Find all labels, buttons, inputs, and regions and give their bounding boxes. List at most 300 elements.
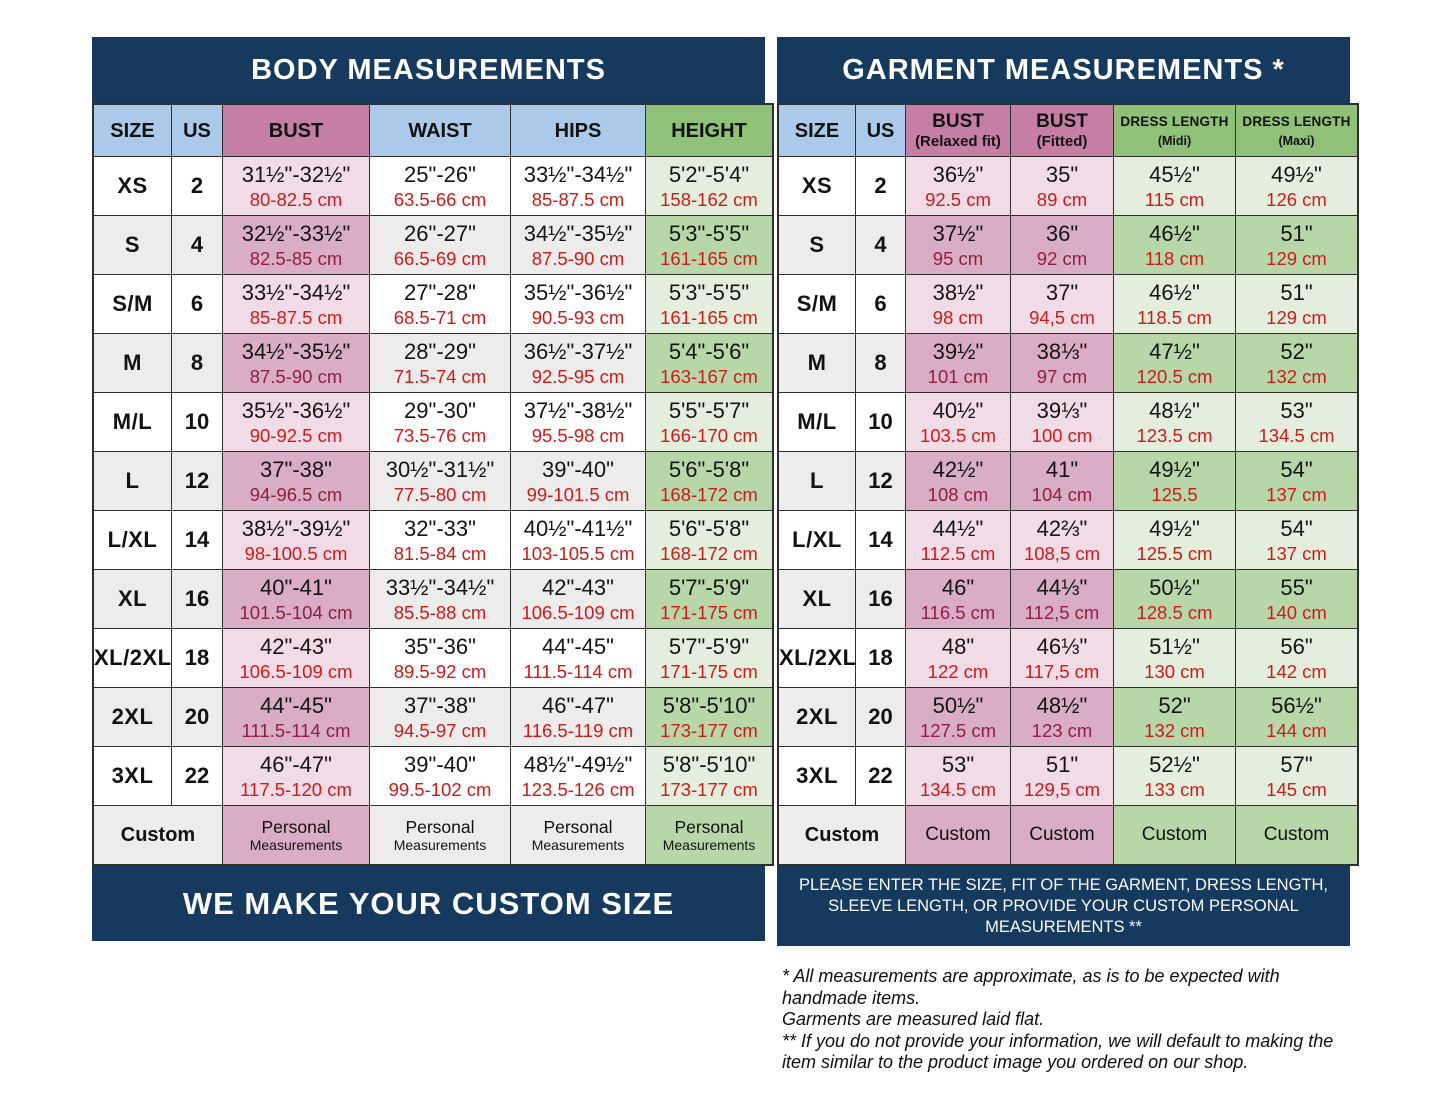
- inch-value: 33½"-34½": [241, 280, 351, 305]
- cm-value: 89 cm: [1036, 189, 1088, 210]
- inch-value: 27"-28": [404, 280, 476, 305]
- cm-value: 112.5 cm: [920, 543, 996, 564]
- cm-value: 129,5 cm: [1023, 779, 1101, 800]
- measurement-cell: [223, 747, 370, 806]
- inch-value: 44⅓": [1036, 575, 1088, 600]
- measurement-cell: [223, 511, 370, 570]
- size-cell: 3XL: [778, 747, 856, 806]
- cm-value: 85-87.5 cm: [531, 189, 625, 210]
- measurement-cell: [1114, 452, 1236, 511]
- cm-value: 94.5-97 cm: [393, 720, 487, 741]
- measurement-cell: [511, 629, 646, 688]
- size-cell: M/L: [93, 393, 172, 452]
- inch-value: 34½"-35½": [523, 221, 633, 246]
- inch-value: 37"-38": [260, 457, 332, 482]
- cm-value: 129 cm: [1266, 307, 1327, 328]
- inch-value: 46"-47": [542, 693, 614, 718]
- inch-value: 54": [1280, 457, 1313, 482]
- cm-value: 173-177 cm: [660, 779, 758, 800]
- custom-row: [93, 806, 773, 866]
- measurement-cell: [1236, 216, 1359, 275]
- measurement-cell: [646, 334, 774, 393]
- measurement-cell: [646, 157, 774, 216]
- inch-value: 57": [1280, 752, 1313, 777]
- header-row: [778, 104, 1358, 157]
- table-row: [93, 511, 773, 570]
- measurement-cell: [511, 511, 646, 570]
- measurement-cell: [223, 393, 370, 452]
- measurement-cell: [1114, 511, 1236, 570]
- inch-value: 46½": [1149, 221, 1200, 246]
- cm-value: 134.5 cm: [919, 779, 997, 800]
- measurement-cell: [370, 157, 511, 216]
- cm-value: 108 cm: [927, 484, 989, 505]
- column-header-label: BUST: [1036, 111, 1088, 132]
- cm-value: 137 cm: [1266, 543, 1327, 564]
- custom-row-label: Custom: [93, 806, 223, 866]
- cm-value: 104 cm: [1031, 484, 1093, 505]
- measurement-cell: [370, 452, 511, 511]
- inch-value: 39½": [932, 339, 984, 364]
- cm-value: 118 cm: [1144, 248, 1205, 269]
- measurement-cell: [906, 511, 1011, 570]
- inch-value: 38½"-39½": [241, 516, 351, 541]
- inch-value: 44"-45": [542, 634, 614, 659]
- us-size-cell: 22: [856, 747, 906, 806]
- measurement-cell: [906, 629, 1011, 688]
- us-size-cell: 10: [856, 393, 906, 452]
- custom-cell: [1236, 806, 1359, 866]
- us-size-cell: 14: [172, 511, 223, 570]
- cm-value: 161-165 cm: [660, 307, 758, 328]
- cm-value: 98 cm: [932, 307, 984, 328]
- cm-value: 142 cm: [1266, 661, 1327, 682]
- measurement-cell: [1114, 275, 1236, 334]
- measurement-cell: [370, 216, 511, 275]
- measurement-cell: [646, 511, 774, 570]
- inch-value: 40"-41": [260, 575, 332, 600]
- column-header-us: [172, 104, 223, 157]
- cm-value: 98-100.5 cm: [244, 543, 348, 564]
- us-size-cell: 14: [856, 511, 906, 570]
- cm-value: 87.5-90 cm: [249, 366, 343, 387]
- measurement-cell: [511, 275, 646, 334]
- cm-value: 158-162 cm: [660, 189, 758, 210]
- measurement-cell: [223, 275, 370, 334]
- inch-value: 37"-38": [404, 693, 476, 718]
- column-header-waist: [370, 104, 511, 157]
- inch-value: 46⅓": [1036, 634, 1088, 659]
- inch-value: 35½"-36½": [241, 398, 351, 423]
- measurement-cell: [1236, 334, 1359, 393]
- inch-value: 52": [1158, 693, 1191, 718]
- cm-value: 108,5 cm: [1023, 543, 1101, 564]
- cm-value: 116.5-119 cm: [522, 720, 634, 741]
- inch-value: 56½": [1271, 693, 1322, 718]
- inch-value: 5'7"-5'9": [668, 575, 750, 600]
- inch-value: 51½": [1149, 634, 1200, 659]
- inch-value: 31½"-32½": [241, 162, 351, 187]
- footnote-line: Garments are measured laid flat.: [782, 1009, 1045, 1029]
- cm-value: 123.5-126 cm: [521, 779, 635, 800]
- garment-measurements-table: [777, 103, 1359, 866]
- body-measurements-title: BODY MEASUREMENTS: [92, 37, 765, 103]
- cm-value: 168-172 cm: [660, 543, 758, 564]
- table-row: [93, 629, 773, 688]
- column-header-hips: [511, 104, 646, 157]
- us-size-cell: 4: [172, 216, 223, 275]
- cm-value: 120.5 cm: [1136, 366, 1213, 387]
- custom-cell: [1011, 806, 1114, 866]
- custom-cell: [511, 806, 646, 866]
- size-cell: XL: [778, 570, 856, 629]
- inch-value: 51": [1045, 752, 1079, 777]
- column-header-sublabel: (Fitted): [1036, 133, 1088, 150]
- measurement-cell: [906, 157, 1011, 216]
- footnote-line: ** If you do not provide your information, we will default to making the: [782, 1030, 1334, 1051]
- table-row: [778, 688, 1358, 747]
- measurement-cell: [906, 688, 1011, 747]
- cm-value: 106.5-109 cm: [521, 602, 635, 623]
- size-cell: XL/2XL: [778, 629, 856, 688]
- column-header-bust: [906, 104, 1011, 157]
- column-header-sublabel: (Midi): [1157, 134, 1192, 148]
- size-cell: L: [93, 452, 172, 511]
- column-header-label: DRESS LENGTH: [1242, 114, 1351, 129]
- column-header-size: [93, 104, 172, 157]
- size-cell: L: [778, 452, 856, 511]
- header-row: [93, 104, 773, 157]
- inch-value: 38⅓": [1036, 339, 1088, 364]
- cm-value: 171-175 cm: [660, 602, 758, 623]
- us-size-cell: 22: [172, 747, 223, 806]
- column-header-dress-length: [1236, 104, 1359, 157]
- custom-cell-label: Personal: [405, 817, 475, 837]
- measurement-cell: [646, 393, 774, 452]
- cm-value: 123 cm: [1031, 720, 1093, 741]
- custom-cell-label: Custom: [1263, 824, 1330, 845]
- garment-measurements-chart: [777, 37, 1350, 946]
- column-header-label: HEIGHT: [671, 119, 747, 142]
- cm-value: 99-101.5 cm: [526, 484, 630, 505]
- measurement-cell: [1011, 393, 1114, 452]
- measurement-cell: [906, 570, 1011, 629]
- measurement-cell: [1011, 747, 1114, 806]
- custom-row: [778, 806, 1358, 866]
- cm-value: 80-82.5 cm: [249, 189, 343, 210]
- measurement-cell: [1114, 334, 1236, 393]
- column-header-label: US: [183, 119, 211, 142]
- us-size-cell: 12: [856, 452, 906, 511]
- measurement-cell: [511, 747, 646, 806]
- size-cell: 3XL: [93, 747, 172, 806]
- measurement-cell: [370, 334, 511, 393]
- table-row: [93, 452, 773, 511]
- table-row: [778, 216, 1358, 275]
- cm-value: 94,5 cm: [1029, 307, 1095, 328]
- inch-value: 48½": [1149, 398, 1200, 423]
- measurement-cell: [646, 629, 774, 688]
- custom-cell: [646, 806, 774, 866]
- inch-value: 35"-36": [404, 634, 476, 659]
- size-cell: XS: [93, 157, 172, 216]
- inch-value: 48½": [1036, 693, 1088, 718]
- banner-line: SLEEVE LENGTH, OR PROVIDE YOUR CUSTOM PERSONAL: [828, 896, 1299, 915]
- measurement-cell: [646, 452, 774, 511]
- inch-value: 25"-26": [404, 162, 476, 187]
- inch-value: 45½": [1149, 162, 1200, 187]
- measurement-cell: [1236, 747, 1359, 806]
- measurement-cell: [646, 275, 774, 334]
- custom-cell-sublabel: Measurements: [662, 837, 756, 853]
- inch-value: 33½"-34½": [385, 575, 495, 600]
- custom-cell-label: Personal: [543, 817, 613, 837]
- cm-value: 77.5-80 cm: [393, 484, 487, 505]
- cm-value: 173-177 cm: [660, 720, 758, 741]
- table-row: [778, 393, 1358, 452]
- column-header-sublabel: (Maxi): [1278, 134, 1315, 148]
- size-cell: S: [93, 216, 172, 275]
- cm-value: 95 cm: [932, 248, 984, 269]
- inch-value: 42"-43": [260, 634, 332, 659]
- footnote-line: item similar to the product image you ordered on our shop.: [782, 1052, 1249, 1072]
- body-measurements-chart: [92, 37, 765, 941]
- us-size-cell: 2: [856, 157, 906, 216]
- inch-value: 5'8"-5'10": [662, 752, 756, 777]
- measurement-cell: [1011, 570, 1114, 629]
- inch-value: 5'2"-5'4": [668, 162, 750, 187]
- measurement-cell: [1236, 629, 1359, 688]
- table-body: [778, 157, 1358, 866]
- footnote-line: handmade items.: [782, 987, 921, 1008]
- size-cell: XL: [93, 570, 172, 629]
- measurement-cell: [511, 688, 646, 747]
- measurement-cell: [1114, 688, 1236, 747]
- table-row: [778, 157, 1358, 216]
- cm-value: 130 cm: [1144, 661, 1205, 682]
- measurement-cell: [906, 216, 1011, 275]
- measurement-cell: [646, 747, 774, 806]
- cm-value: 145 cm: [1266, 779, 1327, 800]
- size-cell: M: [778, 334, 856, 393]
- banner-line: MEASUREMENTS **: [985, 917, 1142, 936]
- cm-value: 63.5-66 cm: [393, 189, 487, 210]
- cm-value: 101.5-104 cm: [239, 602, 353, 623]
- custom-cell-label: Custom: [1029, 824, 1095, 845]
- measurement-cell: [370, 275, 511, 334]
- cm-value: 132 cm: [1266, 366, 1327, 387]
- custom-cell: [906, 806, 1011, 866]
- inch-value: 5'6"-5'8": [668, 457, 750, 482]
- cm-value: 90.5-93 cm: [531, 307, 625, 328]
- measurement-cell: [646, 216, 774, 275]
- cm-value: 166-170 cm: [660, 425, 758, 446]
- measurement-cell: [1236, 570, 1359, 629]
- column-header-us: [856, 104, 906, 157]
- inch-value: 42"-43": [542, 575, 614, 600]
- us-size-cell: 4: [856, 216, 906, 275]
- inch-value: 37": [1045, 280, 1079, 305]
- cm-value: 101 cm: [927, 366, 989, 387]
- measurement-cell: [646, 570, 774, 629]
- measurement-cell: [1236, 275, 1359, 334]
- inch-value: 36½"-37½": [523, 339, 633, 364]
- measurement-cell: [646, 688, 774, 747]
- inch-value: 34½"-35½": [241, 339, 351, 364]
- measurement-cell: [1236, 511, 1359, 570]
- inch-value: 35": [1045, 162, 1079, 187]
- measurement-cell: [1011, 511, 1114, 570]
- column-header-sublabel: (Relaxed fit): [915, 133, 1001, 150]
- cm-value: 171-175 cm: [660, 661, 758, 682]
- column-header-label: US: [866, 119, 895, 142]
- measurement-cell: [370, 629, 511, 688]
- custom-row-label: Custom: [778, 806, 906, 866]
- column-header-bust: [223, 104, 370, 157]
- table-row: [93, 334, 773, 393]
- cm-value: 85.5-88 cm: [393, 602, 487, 623]
- footnotes: [782, 966, 1333, 1074]
- custom-cell-sublabel: Measurements: [531, 837, 625, 853]
- cm-value: 99.5-102 cm: [388, 779, 492, 800]
- column-header-label: SIZE: [110, 119, 155, 142]
- inch-value: 53": [941, 752, 975, 777]
- custom-cell-label: Personal: [261, 817, 331, 837]
- inch-value: 41": [1045, 457, 1079, 482]
- measurement-cell: [1011, 157, 1114, 216]
- table-row: [93, 688, 773, 747]
- table-row: [93, 157, 773, 216]
- inch-value: 49½": [1271, 162, 1322, 187]
- us-size-cell: 16: [856, 570, 906, 629]
- column-header-dress-length: [1114, 104, 1236, 157]
- size-cell: M/L: [778, 393, 856, 452]
- measurement-cell: [370, 393, 511, 452]
- measurement-cell: [223, 452, 370, 511]
- measurement-cell: [906, 747, 1011, 806]
- inch-value: 46½": [1149, 280, 1200, 305]
- ordering-instructions-banner: [777, 866, 1350, 946]
- cm-value: 97 cm: [1036, 366, 1088, 387]
- cm-value: 133 cm: [1144, 779, 1205, 800]
- cm-value: 89.5-92 cm: [393, 661, 487, 682]
- table-row: [93, 275, 773, 334]
- cm-value: 115 cm: [1144, 189, 1205, 210]
- cm-value: 95.5-98 cm: [531, 425, 625, 446]
- us-size-cell: 6: [856, 275, 906, 334]
- custom-size-banner: WE MAKE YOUR CUSTOM SIZE: [92, 866, 765, 941]
- cm-value: 90-92.5 cm: [249, 425, 343, 446]
- cm-value: 71.5-74 cm: [393, 366, 487, 387]
- measurement-cell: [511, 452, 646, 511]
- measurement-cell: [1011, 334, 1114, 393]
- cm-value: 92.5 cm: [925, 189, 991, 210]
- measurement-cell: [370, 570, 511, 629]
- measurement-cell: [1114, 747, 1236, 806]
- size-cell: 2XL: [93, 688, 172, 747]
- table-row: [93, 393, 773, 452]
- cm-value: 100 cm: [1031, 425, 1093, 446]
- inch-value: 50½": [932, 693, 984, 718]
- inch-value: 5'6"-5'8": [668, 516, 750, 541]
- table-header: [93, 104, 773, 157]
- inch-value: 53": [1280, 398, 1313, 423]
- size-cell: S/M: [93, 275, 172, 334]
- cm-value: 87.5-90 cm: [531, 248, 625, 269]
- column-header-label: HIPS: [554, 119, 602, 142]
- measurement-cell: [511, 393, 646, 452]
- cm-value: 66.5-69 cm: [393, 248, 487, 269]
- size-cell: XS: [778, 157, 856, 216]
- measurement-cell: [1011, 275, 1114, 334]
- cm-value: 122 cm: [927, 661, 989, 682]
- cm-value: 140 cm: [1266, 602, 1327, 623]
- measurement-cell: [511, 334, 646, 393]
- inch-value: 51": [1280, 221, 1313, 246]
- measurement-cell: [370, 747, 511, 806]
- cm-value: 116.5 cm: [920, 602, 996, 623]
- measurement-cell: [1011, 452, 1114, 511]
- table-row: [778, 452, 1358, 511]
- custom-cell-label: Personal: [674, 817, 744, 837]
- cm-value: 125.5: [1151, 484, 1198, 505]
- custom-cell: [223, 806, 370, 866]
- inch-value: 55": [1280, 575, 1313, 600]
- cm-value: 128.5 cm: [1136, 602, 1213, 623]
- measurement-cell: [1114, 570, 1236, 629]
- inch-value: 42⅔": [1036, 516, 1088, 541]
- inch-value: 29"-30": [404, 398, 476, 423]
- inch-value: 5'3"-5'5": [668, 280, 750, 305]
- column-header-label: WAIST: [408, 119, 472, 142]
- measurement-cell: [906, 452, 1011, 511]
- table-row: [778, 334, 1358, 393]
- size-cell: S/M: [778, 275, 856, 334]
- cm-value: 94-96.5 cm: [249, 484, 343, 505]
- column-header-bust: [1011, 104, 1114, 157]
- us-size-cell: 16: [172, 570, 223, 629]
- us-size-cell: 8: [856, 334, 906, 393]
- cm-value: 163-167 cm: [660, 366, 758, 387]
- cm-value: 118.5 cm: [1137, 307, 1212, 328]
- measurement-cell: [1236, 688, 1359, 747]
- inch-value: 36": [1045, 221, 1079, 246]
- measurement-cell: [906, 334, 1011, 393]
- measurement-cell: [1236, 452, 1359, 511]
- inch-value: 52½": [1149, 752, 1200, 777]
- cm-value: 168-172 cm: [660, 484, 758, 505]
- inch-value: 33½"-34½": [523, 162, 633, 187]
- table-body: [93, 157, 773, 866]
- column-header-height: [646, 104, 774, 157]
- measurement-cell: [1236, 157, 1359, 216]
- cm-value: 134.5 cm: [1258, 425, 1335, 446]
- us-size-cell: 20: [856, 688, 906, 747]
- column-header-label: BUST: [268, 119, 324, 142]
- cm-value: 137 cm: [1266, 484, 1327, 505]
- size-cell: M: [93, 334, 172, 393]
- cm-value: 92.5-95 cm: [531, 366, 625, 387]
- measurement-cell: [1114, 393, 1236, 452]
- inch-value: 39"-40": [542, 457, 614, 482]
- inch-value: 39"-40": [404, 752, 476, 777]
- inch-value: 47½": [1149, 339, 1200, 364]
- body-measurements-table: [92, 103, 774, 866]
- custom-cell-sublabel: Measurements: [393, 837, 487, 853]
- us-size-cell: 18: [172, 629, 223, 688]
- cm-value: 126 cm: [1266, 189, 1327, 210]
- us-size-cell: 12: [172, 452, 223, 511]
